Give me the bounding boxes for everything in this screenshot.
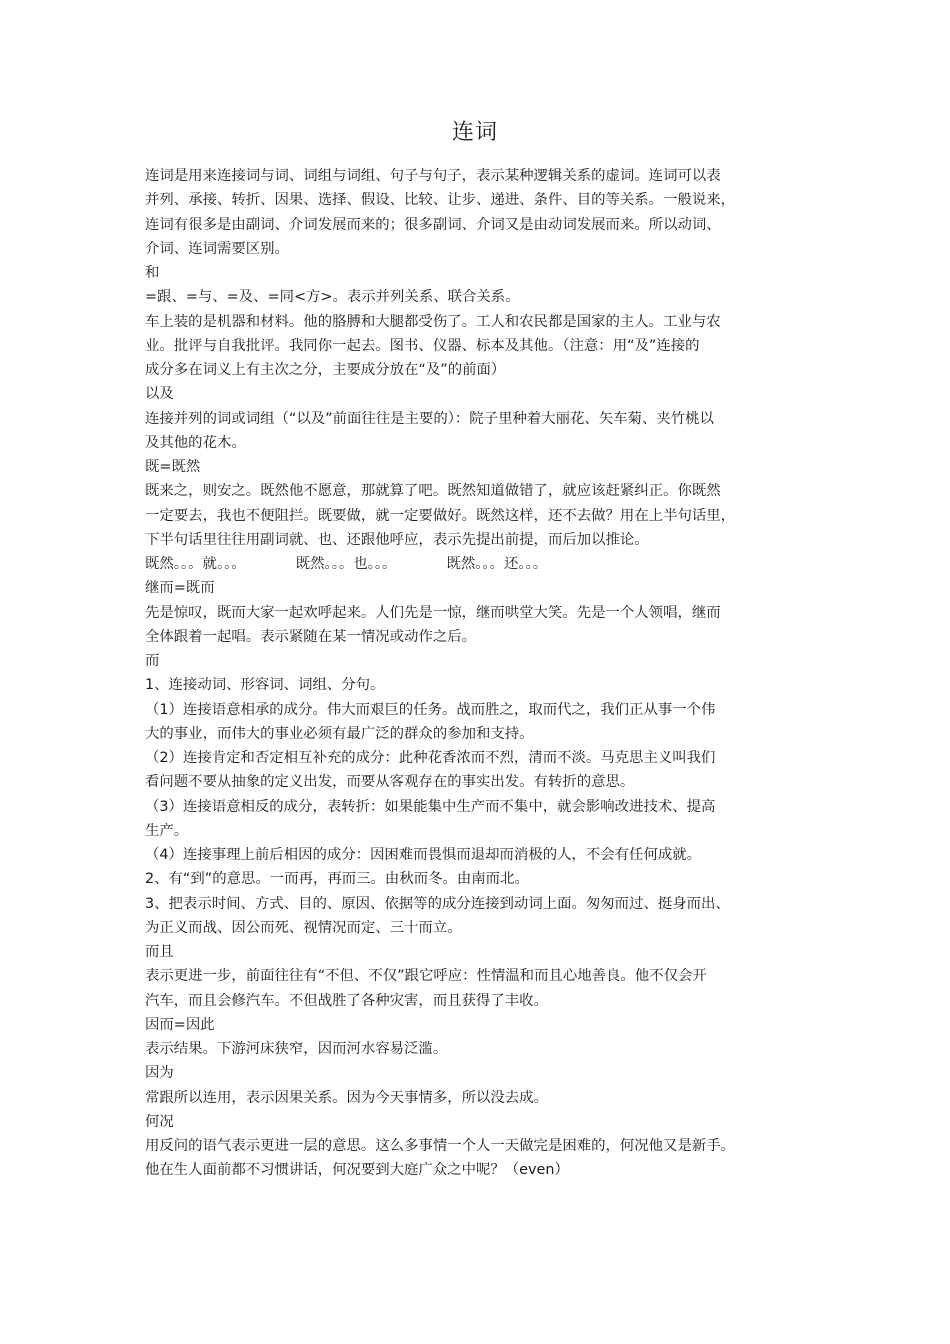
text-line: 连词有很多是由副词、介词发展而来的；很多副词、介词又是由动词发展而来。所以动词、 [145,216,721,233]
text-line: 全体跟着一起唱。表示紧随在某一情况或动作之后。 [145,628,476,645]
pattern-2: 既然。。。也。。。 [295,556,397,572]
text-line: 生产。 [145,822,189,839]
pattern-1: 既然。。。就。。。 [145,556,246,572]
text-line: =跟、=与、=及、=同<方>。表示并列关系、联合关系。 [145,289,520,306]
text-line: 他在生人面前都不习惯讲话，何况要到大庭广众之中呢？（even） [145,1162,569,1179]
text-line: （3）连接语意相反的成分，表转折：如果能集中生产而不集中，就会影响改进技术、提高 [145,798,716,815]
text-line: 为正义而战、因公而死、视情况而定、三十而立。 [145,919,462,936]
text-line: 成分多在词义上有主次之分，主要成分放在“及”的前面） [145,362,506,378]
text-line: （1）连接语意相承的成分。伟大而艰巨的任务。战而胜之，取而代之，我们正从事一个伟 [145,701,716,718]
section-heading-yiji: 以及 [145,386,174,403]
page-title: 连词 [451,120,498,145]
text-line: （2）连接肯定和否定相互补充的成分：此种花香浓而不烈，清而不淡。马克思主义叫我们 [145,750,716,766]
text-line: 表示更进一步，前面往往有“不但、不仅”跟它呼应：性情温和而且心地善良。他不仅会开 [145,968,707,985]
text-line: 用反问的语气表示更进一层的意思。这么多事情一个人一天做完是困难的，何况他又是新手。 [145,1138,736,1154]
section-heading-yinwei: 因为 [145,1065,174,1082]
pattern-line [145,552,813,576]
text-line: 表示结果。下游河床狭窄，因而河水容易泛滥。 [145,1041,448,1057]
section-heading-er: 而 [145,653,160,669]
document-body [145,164,813,1183]
text-line: 下半句话里往往用副词就、也、还跟他呼应，表示先提出前提，而后加以推论。 [145,531,649,548]
section-heading-he: 和 [145,265,160,281]
text-line: 看问题不要从抽象的定义出发，而要从客观存在的事实出发。有转折的意思。 [145,774,635,791]
section-heading-hekuang: 何况 [145,1113,174,1130]
pattern-3: 既然。。。还。。。 [446,556,548,572]
text-line: 一定要去，我也不便阻拦。既要做，就一定要做好。既然这样，还不去做？用在上半句话里， [145,507,736,524]
text-line: 介词、连词需要区别。 [145,240,289,257]
text-line: 业。批评与自我批评。我同你一起去。图书、仪器、标本及其他。（注意：用“及”连接的 [145,337,700,354]
section-heading-jiran: 既=既然 [145,459,201,475]
text-line: 1、连接动词、形容词、词组、分句。 [145,677,385,694]
text-line: 常跟所以连用，表示因果关系。因为今天事情多，所以没去成。 [145,1089,548,1106]
text-line: 2、有“到”的意思。一而再，再而三。由秋而冬。由南而北。 [145,871,529,888]
text-line: 先是惊叹，既而大家一起欢呼起来。人们先是一惊，继而哄堂大笑。先是一个人领唱，继而 [145,604,721,621]
section-heading-yiner: 因而=因此 [145,1016,215,1033]
text-line: 车上装的是机器和材料。他的胳膊和大腿都受伤了。工人和农民都是国家的主人。工业与农 [145,313,721,330]
section-heading-jier: 继而=既而 [145,580,215,597]
text-line: 3、把表示时间、方式、目的、原因、依据等的成分连接到动词上面。匆匆而过、挺身而出、 [145,895,730,912]
text-line: 连词是用来连接词与词、词组与词组、句子与句子，表示某种逻辑关系的虚词。连词可以表 [145,168,721,184]
text-line: （4）连接事理上前后相因的成分：因困难而畏惧而退却而消极的人，不会有任何成就。 [145,847,702,863]
text-line: 大的事业，而伟大的事业必须有最广泛的群众的参加和支持。 [145,725,534,742]
text-line: 连接并列的词或词组（“以及”前面往往是主要的）：院子里种着大丽花、矢车菊、夹竹桃以 [145,410,714,427]
text-line: 并列、承接、转折、因果、选择、假设、比较、让步、递进、条件、目的等关系。一般说来， [145,192,736,209]
text-line: 既来之，则安之。既然他不愿意，那就算了吧。既然知道做错了，就应该赶紧纠正。你既然 [145,483,721,500]
section-heading-erqie: 而且 [145,944,174,960]
text-line: 汽车，而且会修汽车。不但战胜了各种灾害，而且获得了丰收。 [145,992,548,1009]
text-line: 及其他的花木。 [145,434,246,451]
